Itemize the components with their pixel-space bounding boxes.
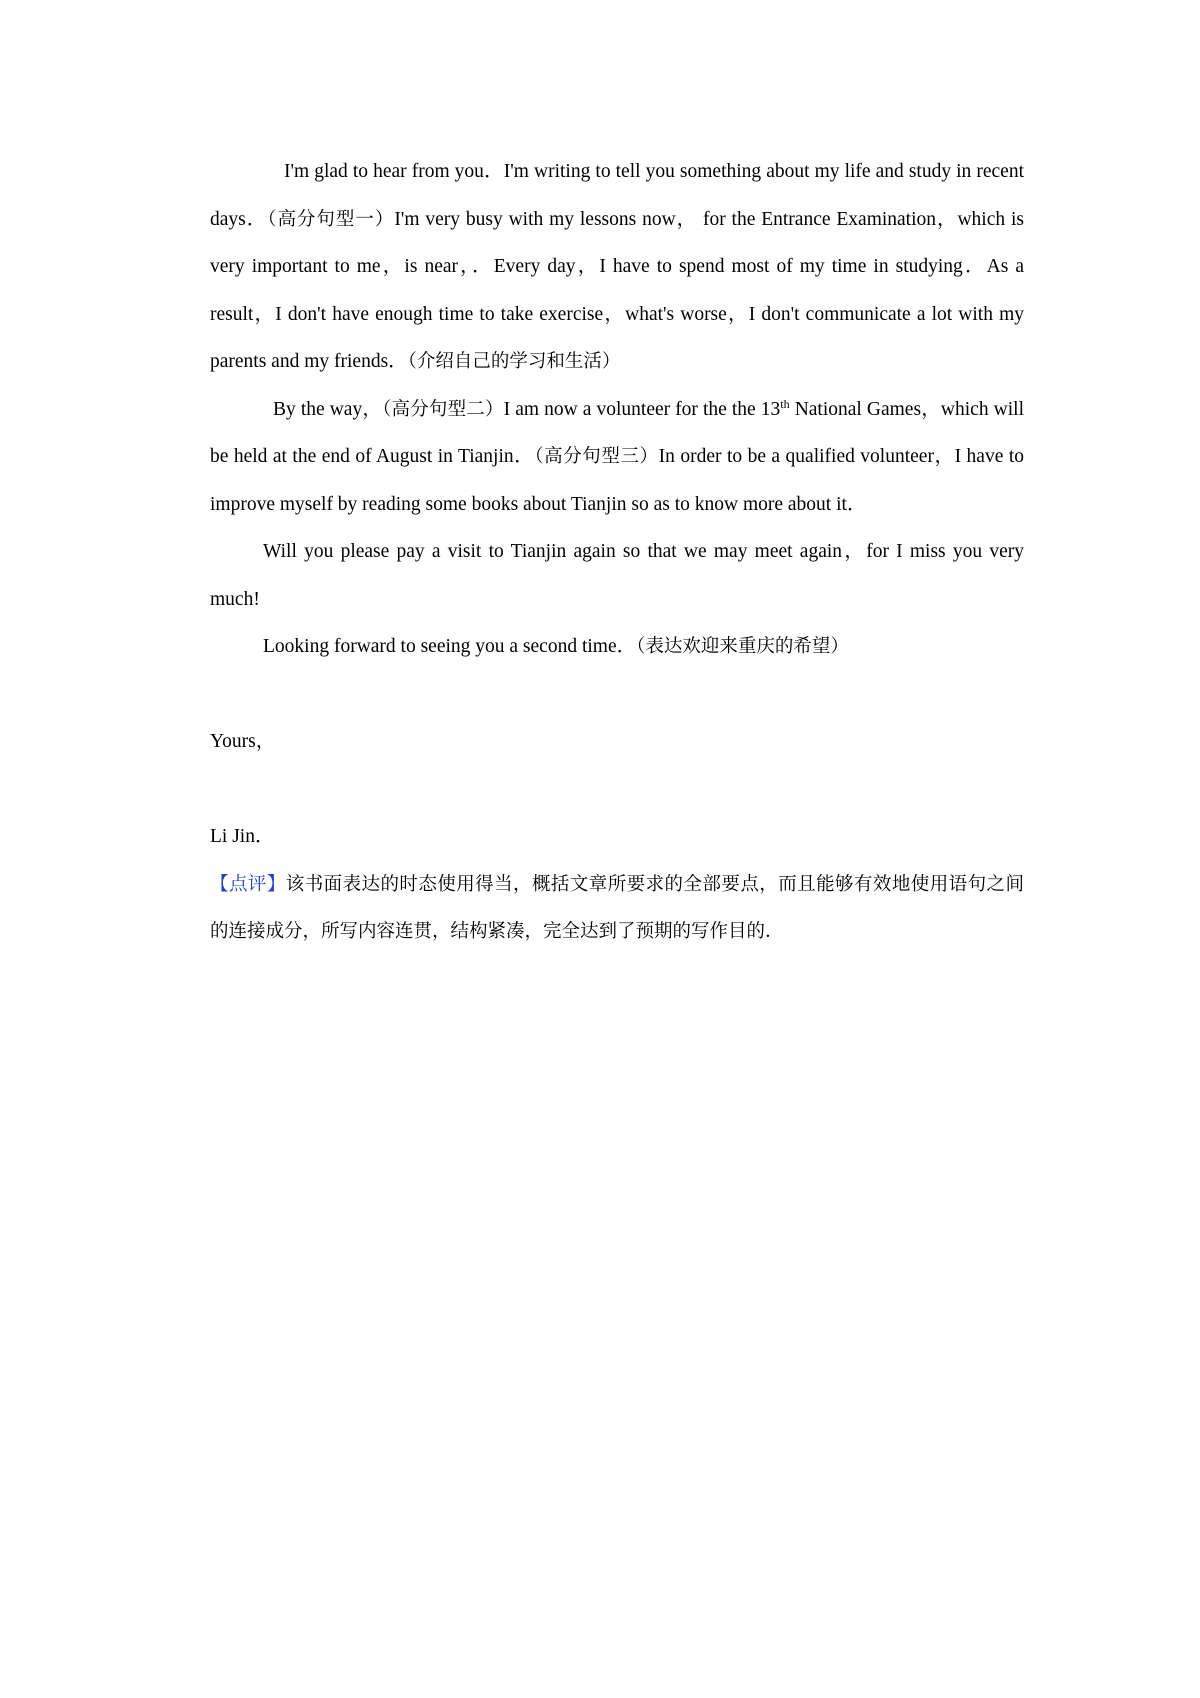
annotation-note: （高分句型三）	[534, 446, 659, 467]
blank-line	[210, 671, 1024, 719]
comment-paragraph	[210, 861, 1024, 956]
text-span: Looking forward to seeing you a second time．	[263, 636, 637, 657]
text-span: By the way，	[273, 398, 383, 420]
annotation-note: （高分句型一）	[267, 208, 395, 230]
letter-paragraph-1	[210, 148, 1024, 386]
text-span: In order to be a qualified volunteer，I have to improve myself by reading some books about Tianjin so as to know more about it．	[210, 446, 1024, 515]
comment-text: 该书面表达的时态使用得当，概括文章所要求的全部要点，而且能够有效地使用语句之间的连接成分，所写内容连贯，结构紧凑，完全达到了预期的写作目的．	[210, 873, 1024, 942]
text-span: National Games，which will be held at the end of August in Tianjin．	[210, 398, 1024, 467]
ordinal-superscript: th	[780, 396, 790, 411]
annotation-note: （表达欢迎来重庆的希望）	[636, 636, 849, 657]
letter-signature: Li Jin．	[210, 826, 275, 847]
blank-line	[210, 766, 1024, 814]
letter-paragraph-4	[210, 623, 1024, 671]
annotation-note: （介绍自己的学习和生活）	[407, 351, 621, 372]
text-span: I am now a volunteer for the the 13	[503, 398, 781, 420]
text-span: I'm very busy with my lessons now， for the Entrance Examination，which is very important to me，is near，．Every day，I have to spend most of my time in studying．As a result，I don't have enough time to take exercise，what's worse，I don't communicate a lot with my parents and my friends．	[210, 208, 1024, 372]
document-body	[210, 148, 1024, 956]
annotation-note: （高分句型二）	[382, 398, 504, 420]
letter-paragraph-2	[210, 386, 1024, 529]
letter-paragraph-3: Will you please pay a visit to Tianjin again so that we may meet again，for I miss you very much!	[210, 541, 1024, 610]
comment-tag: 【点评】	[210, 873, 286, 895]
letter-closing: Yours，	[210, 731, 276, 752]
text-span: I'm glad to hear from you．I'm writing to tell you something about my life and study in recent days．	[210, 161, 1024, 230]
